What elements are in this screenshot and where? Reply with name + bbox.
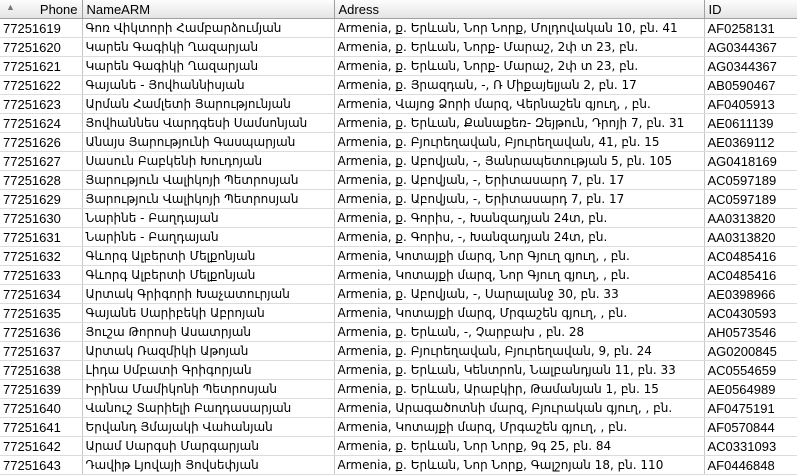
table-row[interactable] [0, 190, 797, 209]
cell-id[interactable]: AG0344367 [704, 57, 797, 76]
cell-phone[interactable]: 77251623 [0, 95, 82, 114]
cell-id[interactable]: AH0573546 [704, 323, 797, 342]
cell-address[interactable]: Armenia, ք. Երևան, Արաբկիր, Թամանյան 1, բն. 15 [334, 380, 704, 399]
table-row[interactable] [0, 418, 797, 437]
sort-ascending-icon: ▲ [6, 2, 15, 12]
cell-name[interactable]: Կարեն Գագիկի Ղազարյան [82, 38, 334, 57]
cell-address[interactable]: Armenia, ք. Երևան, Քանաքեռ- Զեյթուն, Դրոյի 7, բն. 31 [334, 114, 704, 133]
cell-name[interactable]: Արտակ Գրիգորի Խաչատուրյան [82, 285, 334, 304]
cell-address[interactable]: Armenia, ք. Գորիս, -, Խանզադյան 24տ, բն. [334, 209, 704, 228]
cell-id[interactable]: AC0597189 [704, 171, 797, 190]
cell-address[interactable]: Armenia, ք. Բյուրեղավան, Բյուրեղավան, 9, բն. 24 [334, 342, 704, 361]
cell-phone[interactable]: 77251626 [0, 133, 82, 152]
cell-address[interactable]: Armenia, ք. Երևան, Նոր Նորք, Գալշոյան 18, բն. 110 [334, 456, 704, 475]
cell-name[interactable]: Նարինե - Բաղդայան [82, 209, 334, 228]
table-row[interactable] [0, 247, 797, 266]
cell-id[interactable]: AG0200845 [704, 342, 797, 361]
cell-phone[interactable]: 77251622 [0, 76, 82, 95]
cell-phone[interactable]: 77251629 [0, 190, 82, 209]
cell-address[interactable]: Armenia, ք. Աբովյան, -, Երիտասարդ 7, բն. 17 [334, 190, 704, 209]
column-header-name[interactable] [82, 0, 334, 19]
cell-phone[interactable]: 77251637 [0, 342, 82, 361]
cell-name[interactable]: Յովհաննես Վարդգեսի Սամսոնյան [82, 114, 334, 133]
cell-phone[interactable]: 77251624 [0, 114, 82, 133]
cell-name[interactable]: Գայանե - Յովհաննիսյան [82, 76, 334, 95]
cell-name[interactable]: Երվանդ Յմայակի Վահանյան [82, 418, 334, 437]
table-row[interactable] [0, 19, 797, 38]
table-row[interactable] [0, 437, 797, 456]
table-row[interactable] [0, 361, 797, 380]
cell-address[interactable]: Armenia, ք. Երևան, -, Չարբախ , բն. 28 [334, 323, 704, 342]
cell-id[interactable]: AF0475191 [704, 399, 797, 418]
table-row[interactable] [0, 342, 797, 361]
cell-address[interactable]: Armenia, ք. Աբովյան, -, Երիտասարդ 7, բն. 17 [334, 171, 704, 190]
cell-phone[interactable]: 77251627 [0, 152, 82, 171]
cell-id[interactable]: AA0313820 [704, 228, 797, 247]
cell-name[interactable]: Յուշա Թորոսի Ասատրյան [82, 323, 334, 342]
table-row[interactable] [0, 399, 797, 418]
table-row[interactable] [0, 76, 797, 95]
cell-address[interactable]: Armenia, ք. Աբովյան, -, Սարալանջ 30, բն. 33 [334, 285, 704, 304]
cell-id[interactable]: AC0485416 [704, 247, 797, 266]
cell-phone[interactable]: 77251639 [0, 380, 82, 399]
table-row[interactable] [0, 114, 797, 133]
cell-phone[interactable]: 77251632 [0, 247, 82, 266]
cell-id[interactable]: AG0418169 [704, 152, 797, 171]
table-row[interactable] [0, 304, 797, 323]
cell-address[interactable]: Armenia, Կոտայքի մարզ, Նոր Գյուղ գյուղ, , բն. [334, 266, 704, 285]
column-header-address-label: Adress [338, 1, 379, 17]
cell-phone[interactable]: 77251619 [0, 19, 82, 38]
cell-address[interactable]: Armenia, Վայոց Ձորի մարզ, Վերնաշեն գյուղ, , բն. [334, 95, 704, 114]
cell-phone[interactable]: 77251634 [0, 285, 82, 304]
cell-name[interactable]: Յարություն Վալիկոյի Պետրոսյան [82, 190, 334, 209]
table-row[interactable] [0, 228, 797, 247]
cell-phone[interactable]: 77251641 [0, 418, 82, 437]
cell-address[interactable]: Armenia, ք. Գորիս, -, Խանզադյան 24տ, բն. [334, 228, 704, 247]
cell-name[interactable]: Լիդա Սմբատի Գրիգորյան [82, 361, 334, 380]
cell-address[interactable]: Armenia, ք. Երևան, Նոր Նորք, 9գ 25, բն. 84 [334, 437, 704, 456]
cell-phone[interactable]: 77251638 [0, 361, 82, 380]
cell-id[interactable]: AG0344367 [704, 38, 797, 57]
cell-phone[interactable]: 77251633 [0, 266, 82, 285]
column-header-id-label: ID [708, 1, 722, 17]
cell-id[interactable]: AE0398966 [704, 285, 797, 304]
cell-name[interactable]: Անայս Յարությունի Գասպարյան [82, 133, 334, 152]
table-row[interactable] [0, 38, 797, 57]
cell-id[interactable]: AE0369112 [704, 133, 797, 152]
cell-phone[interactable]: 77251643 [0, 456, 82, 475]
cell-phone[interactable]: 77251621 [0, 57, 82, 76]
cell-name[interactable]: Գևորգ Ալբերտի Մելքոնյան [82, 247, 334, 266]
cell-phone[interactable]: 77251640 [0, 399, 82, 418]
cell-name[interactable]: Նարինե - Բաղդայան [82, 228, 334, 247]
table-row[interactable] [0, 57, 797, 76]
cell-phone[interactable]: 77251631 [0, 228, 82, 247]
cell-address[interactable]: Armenia, ք. Երևան, Նորք- Մարաշ, 2փ տ 23, բն. [334, 57, 704, 76]
cell-address[interactable]: Armenia, Կոտայքի մարզ, Մրգաշեն գյուղ, , բն. [334, 418, 704, 437]
column-header-address[interactable] [334, 0, 704, 19]
column-header-phone[interactable] [0, 0, 82, 19]
cell-name[interactable]: Գևորգ Ալբերտի Մելքոնյան [82, 266, 334, 285]
cell-address[interactable]: Armenia, ք. Երևան, Նոր Նորք, Մոլդովական 10, բն. 41 [334, 19, 704, 38]
table-row[interactable] [0, 209, 797, 228]
cell-name[interactable]: Գոռ Վիկտորի Համբարձումյան [82, 19, 334, 38]
cell-id[interactable]: AC0331093 [704, 437, 797, 456]
column-header-name-label: NameARM [86, 1, 151, 17]
cell-id[interactable]: AF0405913 [704, 95, 797, 114]
table-row[interactable] [0, 266, 797, 285]
column-header-id[interactable] [704, 0, 797, 19]
cell-address[interactable]: Armenia, ք. Աբովյան, -, Յանրապետության 5, բն. 105 [334, 152, 704, 171]
cell-address[interactable]: Armenia, Արագածոտնի մարզ, Բյուրական գյուղ, , բն. [334, 399, 704, 418]
cell-address[interactable]: Armenia, ք. Յրազդան, -, Ռ Միքայելյան 2, բն. 17 [334, 76, 704, 95]
cell-name[interactable]: Գայանե Սարիբեկի Աբրոյան [82, 304, 334, 323]
cell-id[interactable]: AF0446848 [704, 456, 797, 475]
cell-id[interactable]: AE0611139 [704, 114, 797, 133]
table-row[interactable] [0, 285, 797, 304]
cell-phone[interactable]: 77251635 [0, 304, 82, 323]
cell-phone[interactable]: 77251630 [0, 209, 82, 228]
cell-id[interactable]: AE0564989 [704, 380, 797, 399]
cell-address[interactable]: Armenia, ք. Բյուրեղավան, Բյուրեղավան, 41, բն. 15 [334, 133, 704, 152]
header-row [0, 0, 797, 19]
cell-name[interactable]: Վանուշ Տարիելի Բաղդասարյան [82, 399, 334, 418]
cell-name[interactable]: Իրինա Մամիկոնի Պետրոսյան [82, 380, 334, 399]
cell-name[interactable]: Արամ Սարգսի Մարգարյան [82, 437, 334, 456]
cell-name[interactable]: Արտակ Ռազմիկի Աթոյան [82, 342, 334, 361]
table-row[interactable] [0, 323, 797, 342]
table-row[interactable] [0, 133, 797, 152]
table-row[interactable] [0, 152, 797, 171]
cell-name[interactable]: Կարեն Գագիկի Ղազարյան [82, 57, 334, 76]
cell-address[interactable]: Armenia, Կոտայքի մարզ, Նոր Գյուղ գյուղ, , բն. [334, 247, 704, 266]
cell-id[interactable]: AC0597189 [704, 190, 797, 209]
column-header-phone-label: Phone [39, 1, 78, 17]
cell-id[interactable]: AC0430593 [704, 304, 797, 323]
cell-id[interactable]: AC0554659 [704, 361, 797, 380]
cell-phone[interactable]: 77251620 [0, 38, 82, 57]
cell-phone[interactable]: 77251628 [0, 171, 82, 190]
cell-id[interactable]: AF0570844 [704, 418, 797, 437]
cell-name[interactable]: Դավիթ Լյովայի Յովսեփյան [82, 456, 334, 475]
cell-id[interactable]: AB0590467 [704, 76, 797, 95]
cell-id[interactable]: AA0313820 [704, 209, 797, 228]
cell-phone[interactable]: 77251642 [0, 437, 82, 456]
table-row[interactable] [0, 171, 797, 190]
cell-name[interactable]: Յարություն Վալիկոյի Պետրոսյան [82, 171, 334, 190]
cell-id[interactable]: AF0258131 [704, 19, 797, 38]
cell-name[interactable]: Սասուն Բաբկենի Խուդոյան [82, 152, 334, 171]
cell-phone[interactable]: 77251636 [0, 323, 82, 342]
cell-address[interactable]: Armenia, Կոտայքի մարզ, Մրգաշեն գյուղ, , բն. [334, 304, 704, 323]
cell-id[interactable]: AC0485416 [704, 266, 797, 285]
cell-address[interactable]: Armenia, ք. Երևան, Կենտրոն, Նալբանդյան 11, բն. 33 [334, 361, 704, 380]
table-row[interactable] [0, 380, 797, 399]
table-row[interactable] [0, 456, 797, 475]
cell-address[interactable]: Armenia, ք. Երևան, Նորք- Մարաշ, 2փ տ 23, բն. [334, 38, 704, 57]
table-body [0, 19, 797, 475]
table-row[interactable] [0, 95, 797, 114]
cell-name[interactable]: Արման Համլետի Յարությունյան [82, 95, 334, 114]
